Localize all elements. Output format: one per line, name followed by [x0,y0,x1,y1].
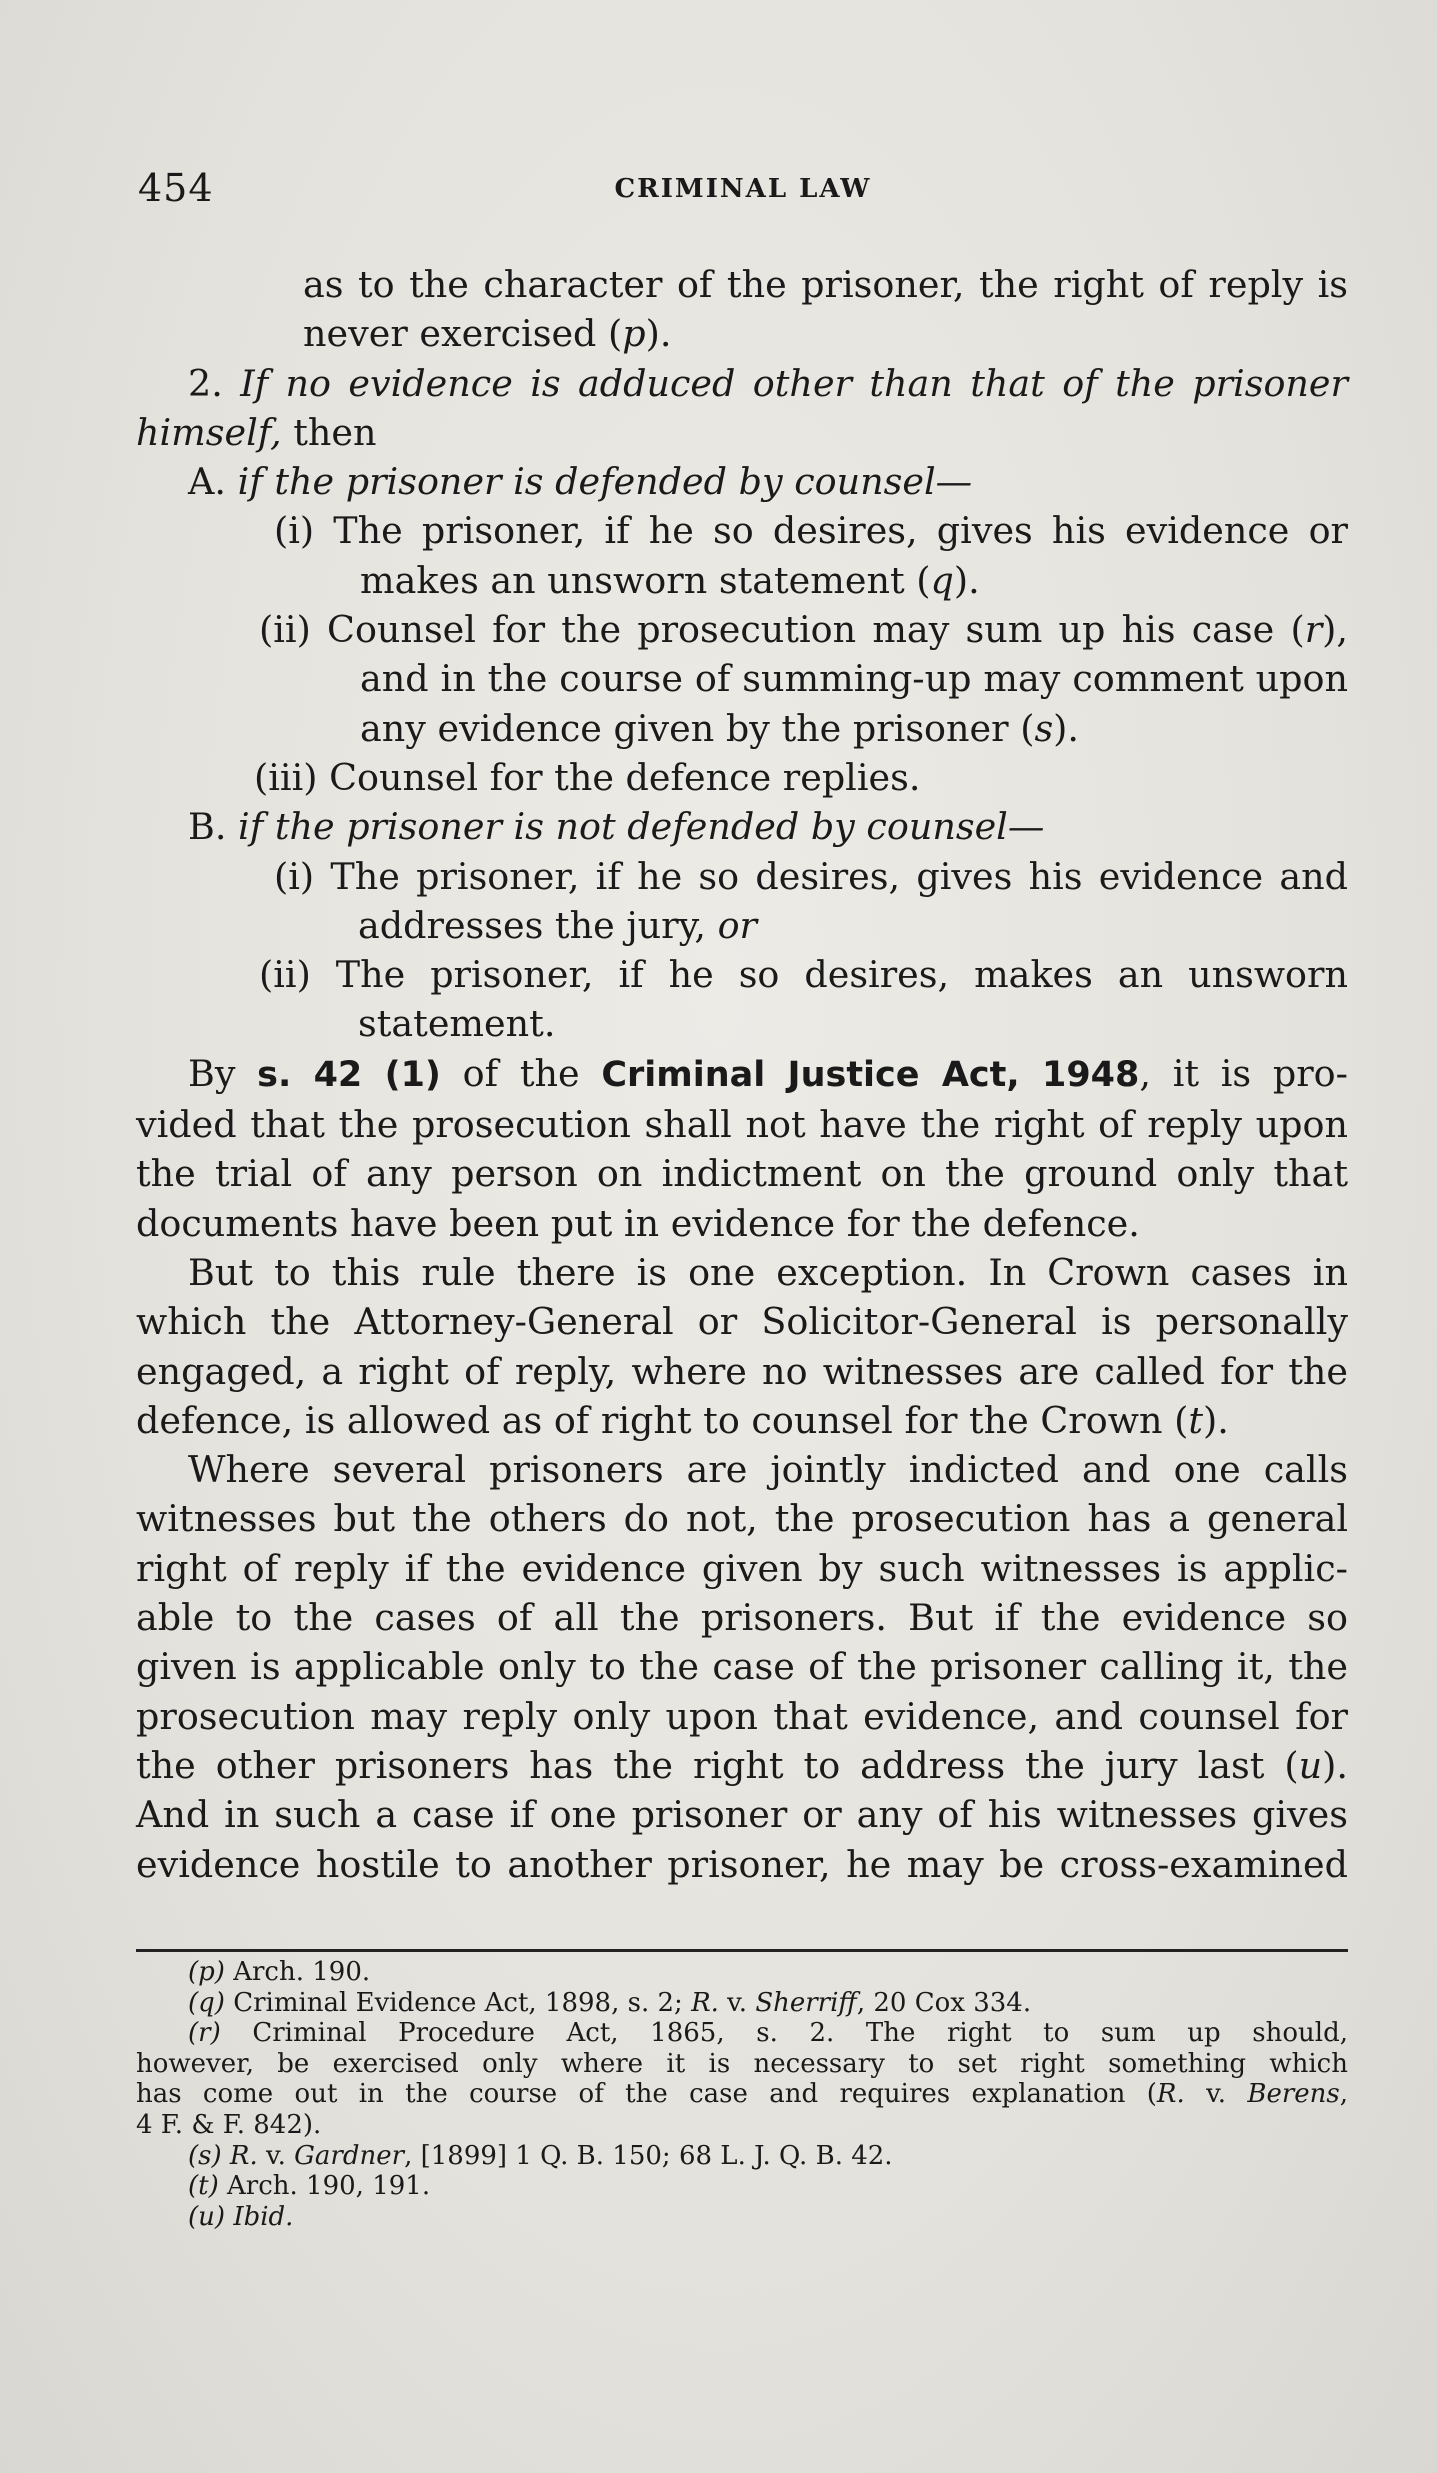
text-run: vided that the prosecution shall not have the right of reply upon [136,1103,1348,1147]
text-run: witnesses but the others do not, the prosecution has a general [136,1497,1348,1541]
running-head: CRIMINAL LAW [614,174,872,204]
text-run: ). [645,312,672,356]
footnote-text: R. [1156,2079,1185,2110]
footnote-label: (t) [188,2171,219,2202]
text-run: statement. [358,1002,556,1046]
text-run: B. [188,805,239,849]
page-header [138,166,1348,216]
text-run: then [281,410,377,454]
footnote-text: Sherriff [755,1987,857,2018]
footnote-label: (s) [188,2140,222,2171]
text-line [136,359,1348,408]
text-line [136,605,1348,654]
bold-run: s. 42 (1) [257,1054,441,1095]
footnote-ref: u [1298,1743,1323,1787]
text-line [136,704,1348,753]
text-line [136,852,1348,901]
footnote-t [136,2171,1348,2202]
text-run: (ii) The prisoner, if he so desires, makes an unsworn [259,953,1348,997]
footnote-text: 4 F. & F. 842). [136,2109,322,2140]
text-run: And in such a case if one prisoner or any of his witnesses gives [136,1793,1348,1837]
footnote-text: Criminal Procedure Act, 1865, s. 2. The right to sum up should, [220,2018,1348,2049]
text-run: (i) The prisoner, if he so desires, gives his evidence or [274,509,1348,553]
text-line [136,1692,1348,1741]
footnote-text: v. [1184,2079,1248,2110]
text-line [136,1396,1348,1445]
footnote-ref: r [1304,608,1323,652]
text-run: defence, is allowed as of right to counsel for the Crown ( [136,1398,1189,1442]
footnote-text: R. [229,2140,258,2171]
text-run: of the [440,1051,602,1095]
text-run: But to this rule there is one exception. In Crown cases in [188,1250,1348,1294]
footnote-ref: t [1188,1398,1203,1442]
footnote-text: Arch. 190. [224,1957,371,1987]
footnote-text: Arch. 190, 191. [218,2171,431,2202]
footnote-ref: q [930,558,954,602]
text-line [136,1199,1348,1248]
footnote-text: , 20 Cox 334. [856,1987,1032,2018]
text-run: and in the course of summing-up may comment upon [360,657,1348,701]
italic-run: if the prisoner is defended by counsel— [237,460,973,504]
text-line [136,1049,1348,1100]
text-run: , it is pro- [1139,1051,1348,1095]
text-run: able to the cases of all the prisoners. But if the evidence so [136,1596,1348,1640]
footnote-q [136,1988,1348,2019]
footnote-text: , [1339,2079,1349,2110]
text-run: prosecution may reply only upon that evidence, and counsel for [136,1694,1348,1738]
text-run: A. [188,460,238,504]
footnote-text: has come out in the course of the case and requires explanation ( [136,2079,1157,2110]
text-line [136,506,1348,555]
text-run: never exercised ( [303,312,623,356]
footnote-r [136,2018,1348,2049]
text-run: the other prisoners has the right to address the jury last ( [136,1743,1299,1787]
text-run: documents have been put in evidence for the defence. [136,1201,1140,1245]
footnote-s [136,2141,1348,2172]
text-line [136,260,1348,309]
text-line [136,1494,1348,1543]
text-run: addresses the jury, [358,903,718,947]
text-run: which the Attorney-General or Solicitor-General is personally [136,1300,1348,1344]
text-line [136,1544,1348,1593]
footnote-text: , [1899] 1 Q. B. 150; 68 L. J. Q. B. 42. [404,2140,893,2171]
text-line [136,1347,1348,1396]
bold-run: Criminal Justice Act, 1948 [601,1054,1140,1095]
page-number: 454 [138,166,214,210]
text-run: right of reply if the evidence given by such witnesses is applic- [136,1546,1348,1590]
text-line [136,1149,1348,1198]
text-run: By [188,1051,258,1095]
text-line [136,1741,1348,1790]
text-run: (i) The prisoner, if he so desires, gives his evidence and [274,854,1348,898]
text-run: as to the character of the prisoner, the right of reply is [303,263,1348,306]
footnote-r-cont [136,2049,1348,2080]
footnote-u [136,2202,1348,2233]
footnote-r-cont [136,2079,1348,2110]
footnote-label: (p) [188,1957,225,1987]
text-run: any evidence given by the prisoner ( [360,706,1035,750]
text-line [136,950,1348,999]
footnote-text: Ibid. [233,2201,294,2232]
italic-run: if the prisoner is not defended by counsel— [238,805,1045,849]
text-line [136,1445,1348,1494]
text-run: ). [1053,706,1080,750]
footnote-p [136,1957,1348,1988]
footnote-label: (r) [188,2018,221,2049]
text-run: ), [1322,608,1348,652]
main-text [136,260,1348,1889]
text-run: engaged, a right of reply, where no witnesses are called for the [136,1349,1348,1393]
footnote-divider [136,1949,1348,1952]
text-line [136,1642,1348,1691]
text-run: given is applicable only to the case of the prisoner calling it, the [136,1645,1348,1689]
text-line [136,802,1348,851]
text-line [136,1790,1348,1839]
footnote-text: Criminal Evidence Act, 1898, s. 2; [224,1987,692,2018]
text-run: (iii) Counsel for the defence replies. [254,755,921,799]
footnote-ref: s [1034,706,1054,750]
footnotes [136,1957,1348,2232]
footnote-ref: p [622,312,646,356]
text-run: 2. [188,361,241,405]
footnote-text: R. [691,1987,719,2018]
footnote-label: (u) [188,2201,226,2232]
text-run: the trial of any person on indictment on the ground only that [136,1152,1348,1196]
footnote-text: however, be exercised only where it is necessary to set right something which [136,2048,1348,2079]
text-line [136,556,1348,605]
footnote-text: v. [718,1987,756,2018]
text-line [136,457,1348,506]
text-run: (ii) Counsel for the prosecution may sum up his case ( [259,608,1305,652]
text-run: evidence hostile to another prisoner, he may be cross-examined [136,1842,1348,1886]
footnote-text: Gardner [294,2140,405,2171]
footnote-label: (q) [188,1987,225,2018]
italic-run: himself, [136,410,282,454]
text-run: ). [953,558,980,602]
text-line [136,999,1348,1048]
footnote-r-cont [136,2110,1348,2141]
text-line [136,1593,1348,1642]
footnote-text: Berens [1247,2079,1340,2110]
text-line [136,901,1348,950]
text-line [136,1248,1348,1297]
text-line [136,1840,1348,1889]
text-run: Where several prisoners are jointly indicted and one calls [188,1448,1348,1492]
text-line [136,753,1348,802]
text-line [136,1100,1348,1149]
text-line [136,1297,1348,1346]
text-run: ). [1203,1398,1229,1442]
text-line [136,309,1348,358]
text-line [136,408,1348,457]
italic-run: or [717,903,758,947]
text-run: ). [1322,1743,1348,1787]
text-run: makes an unsworn statement ( [360,558,931,602]
text-line [136,654,1348,703]
italic-run: If no evidence is adduced other than that of the prisoner [240,361,1348,405]
footnote-text: v. [257,2140,295,2171]
